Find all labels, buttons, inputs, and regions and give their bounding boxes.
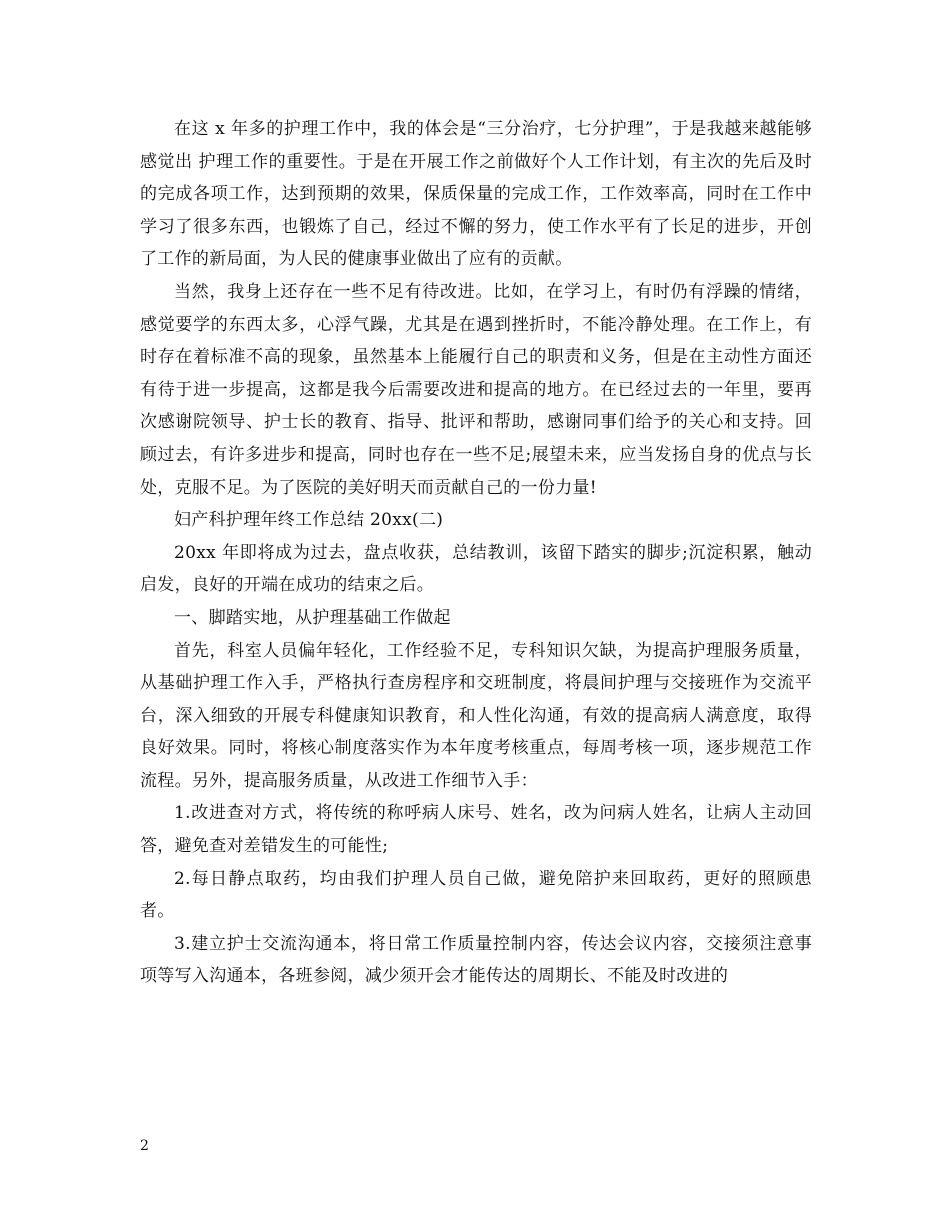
paragraph-intro: 20xx 年即将成为过去，盘点收获，总结教训，该留下踏实的脚步;沉淀积累，触动启发，良好的开端在成功的结束之后。 [140, 542, 812, 596]
list-item-1: 1.改进查对方式，将传统的称呼病人床号、姓名，改为问病人姓名，让病人主动回答，避免查对差错发生的可能性; [140, 803, 812, 857]
section-title: 妇产科护理年终工作总结 20xx(二) [174, 510, 444, 531]
paragraph-shortcomings: 当然，我身上还存在一些不足有待改进。比如，在学习上，有时仍有浮躁的情绪，感觉要学的东西太多，心浮气躁，尤其是在遇到挫折时，不能冷静处理。在工作上，有时存在着标准不高的现象，虽然基本上能履行自己的职责和义务，但是在主动性方面还有待于进一步提高，这都是我今后需要改进和提高的地方。在已经过去的一年里，要再次感谢院领导、护士长的教育、指导、批评和帮助，感谢同事们给予的关心和支持。回顾过去，有许多进步和提高，同时也存在一些不足;展望未来，应当发扬自身的优点与长处，克服不足。为了医院的美好明天而贡献自己的一份力量! [140, 281, 812, 498]
document-body [140, 113, 812, 993]
list-item-3: 3.建立护士交流沟通本，将日常工作质量控制内容，传达会议内容，交接须注意事项等写入沟通本，各班参阅，减少须开会才能传达的周期长、不能及时改进的 [140, 933, 812, 987]
page-number: 2 [140, 1138, 149, 1154]
paragraph-first: 首先，科室人员偏年轻化，工作经验不足，专科知识欠缺，为提高护理服务质量，从基础护理工作入手，严格执行查房程序和交班制度，将晨间护理与交接班作为交流平台，深入细致的开展专科健康知识教育，和人性化沟通，有效的提高病人满意度，取得良好效果。同时，将核心制度落实作为本年度考核重点，每周考核一项，逐步规范工作流程。另外，提高服务质量，从改进工作细节入手： [140, 640, 812, 791]
paragraph-experience: 在这 x 年多的护理工作中，我的体会是“三分治疗，七分护理”，于是我越来越能够感觉出 护理工作的重要性。于是在开展工作之前做好个人工作计划，有主次的先后及时的完成各项工作，达到预期的效果，保质保量的完成工作，工作效率高，同时在工作中学习了很多东西，也锻炼了自己，经过不懈的努力，使工作水平有了长足的进步，开创了工作的新局面，为人民的健康事业做出了应有的贡献。 [140, 119, 812, 270]
section-heading: 一、脚踏实地，从护理基础工作做起 [174, 607, 451, 628]
list-item-2: 2.每日静点取药，均由我们护理人员自己做，避免陪护来回取药，更好的照顾患者。 [140, 868, 812, 922]
